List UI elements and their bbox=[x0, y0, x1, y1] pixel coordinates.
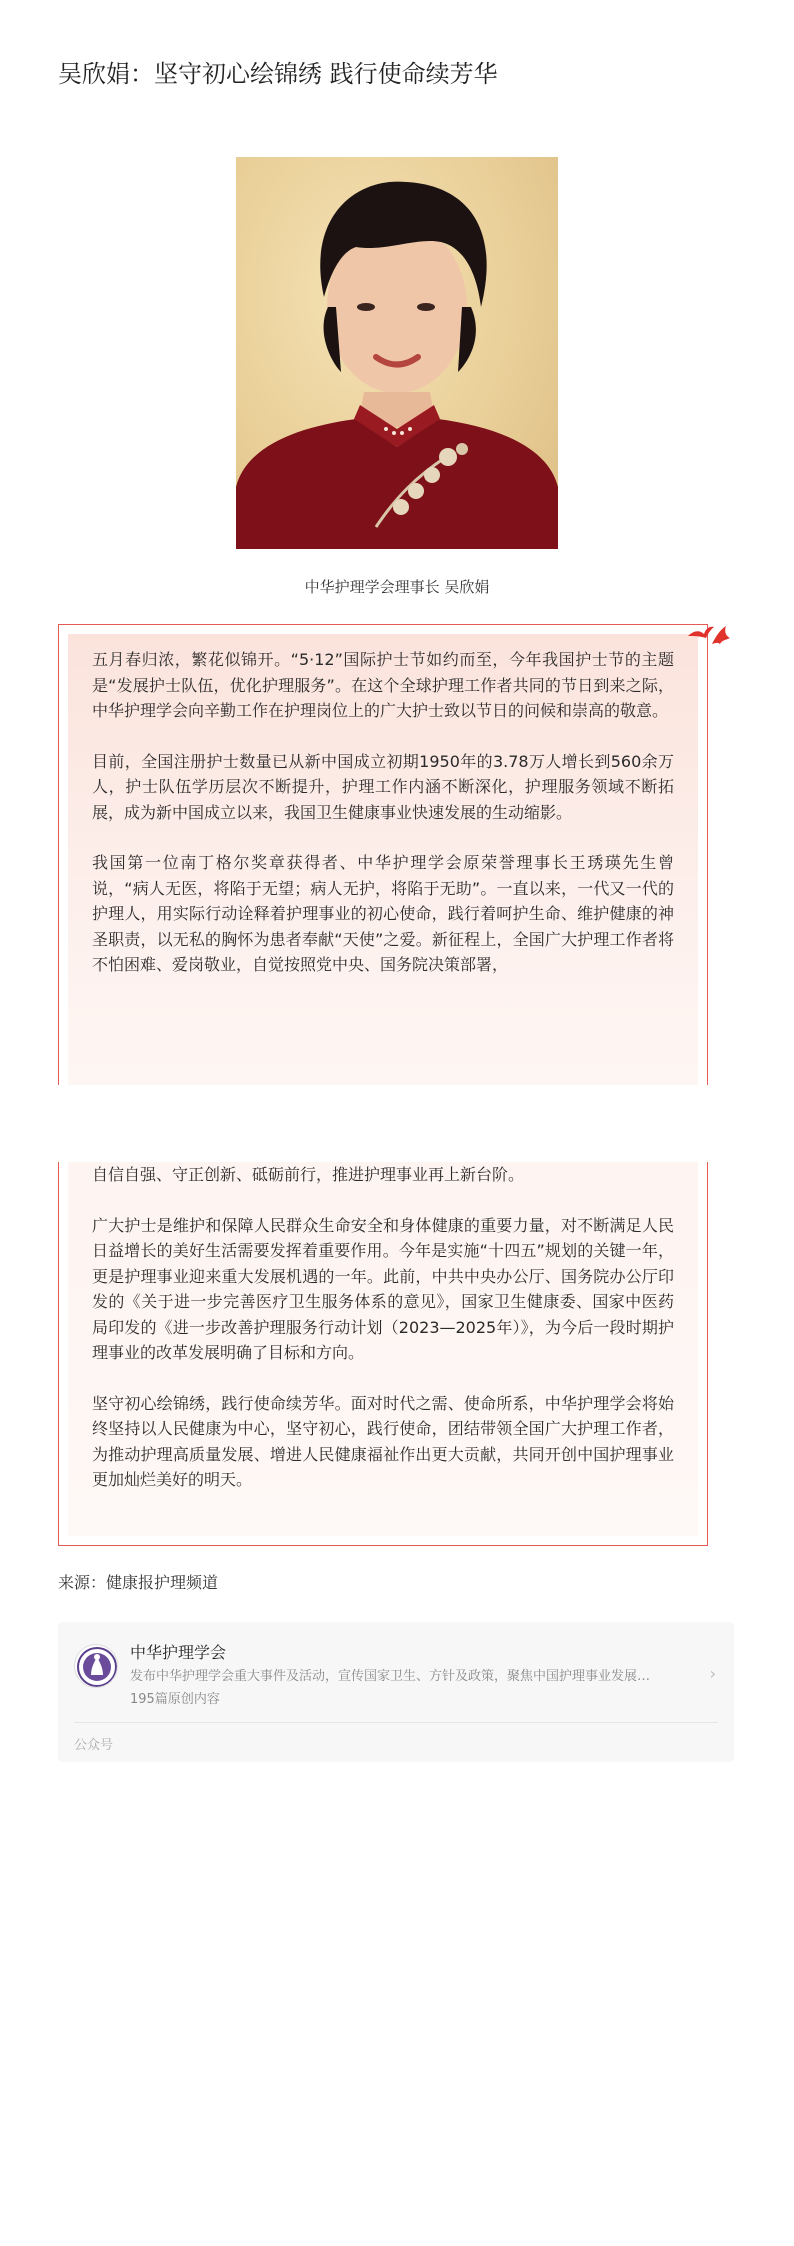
paragraph-3: 我国第一位南丁格尔奖章获得者、中华护理学会原荣誉理事长王琇瑛先生曾说，“病人无医，将陷于无望；病人无护，将陷于无助”。一直以来，一代又一代的护理人，用实际行动诠释着护理事业的初心使命，践行着呵护生命、维护健康的神圣职责，以无私的胸怀为患者奉献“天使”之爱。新征程上，全国广大护理工作者将不怕困难、爱岗敬业，自觉按照党中央、国务院决策部署， bbox=[92, 853, 674, 974]
paragraph-1: 五月春归浓，繁花似锦开。“5·12”国际护士节如约而至，今年我国护士节的主题是“发展护士队伍，优化护理服务”。在这个全球护理工作者共同的节日到来之际，中华护理学会向辛勤工作在护理岗位上的广大护士致以节日的问候和崇高的敬意。 bbox=[92, 650, 674, 720]
quote-text-top bbox=[92, 647, 674, 978]
account-description: 发布中华护理学会重大事件及活动，宣传国家卫生、方针及政策，聚焦中国护理事业发展… bbox=[130, 1669, 651, 1684]
paragraph-5: 坚守初心绘锦绣，践行使命续芳华。面对时代之需、使命所系，中华护理学会将始终坚持以人民健康为中心，坚守初心，践行使命，团结带领全国广大护理工作者，为推动护理高质量发展、增进人民健康福祉作出更大贡献，共同开创中国护理事业更加灿烂美好的明天。 bbox=[92, 1393, 674, 1489]
account-article-count: 195篇原创内容 bbox=[130, 1692, 220, 1707]
photo-caption: 中华护理学会理事长 吴欣娟 bbox=[304, 578, 490, 596]
account-logo-icon bbox=[74, 1644, 118, 1688]
paragraph-4: 广大护士是维护和保障人民群众生命安全和身体健康的重要力量，对不断满足人民日益增长的美好生活需要发挥着重要作用。今年是实施“十四五”规划的关键一年，更是护理事业迎来重大发展机遇的一年。此前，中共中央办公厅、国务院办公厅印发的《关于进一步完善医疗卫生服务体系的意见》，国家卫生健康委、国家中医药局印发的《进一步改善护理服务行动计划（2023—2025年）》，为今后一段时期护理事业的改革发展明确了目标和方向。 bbox=[92, 1215, 674, 1362]
account-name: 中华护理学会 bbox=[130, 1643, 227, 1662]
quote-frame-top bbox=[58, 624, 708, 1085]
portrait-photo bbox=[236, 157, 558, 549]
bird-decoration-icon bbox=[686, 618, 732, 650]
account-card[interactable] bbox=[58, 1622, 734, 1762]
paragraph-3-continued: 自信自强、守正创新、砥砺前行，推进护理事业再上新台阶。 bbox=[92, 1165, 525, 1184]
quote-text-bottom bbox=[92, 1162, 674, 1493]
quote-frame-bottom bbox=[58, 1162, 708, 1546]
paragraph-2: 目前，全国注册护士数量已从新中国成立初期1950年的3.78万人增长到560余万人，护士队伍学历层次不断提升，护理工作内涵不断深化，护理服务领域不断拓展，成为新中国成立以来，我国卫生健康事业快速发展的生动缩影。 bbox=[92, 751, 674, 822]
quote-panel-bottom bbox=[68, 1162, 698, 1536]
card-divider bbox=[74, 1722, 718, 1723]
quote-panel-top bbox=[68, 634, 698, 1085]
article-title: 吴欣娟：坚守初心绘锦绣 践行使命续芳华 bbox=[58, 60, 498, 88]
account-type-label: 公众号 bbox=[74, 1738, 114, 1753]
chevron-right-icon[interactable]: › bbox=[709, 1664, 716, 1683]
article-source: 来源：健康报护理频道 bbox=[58, 1573, 219, 1592]
